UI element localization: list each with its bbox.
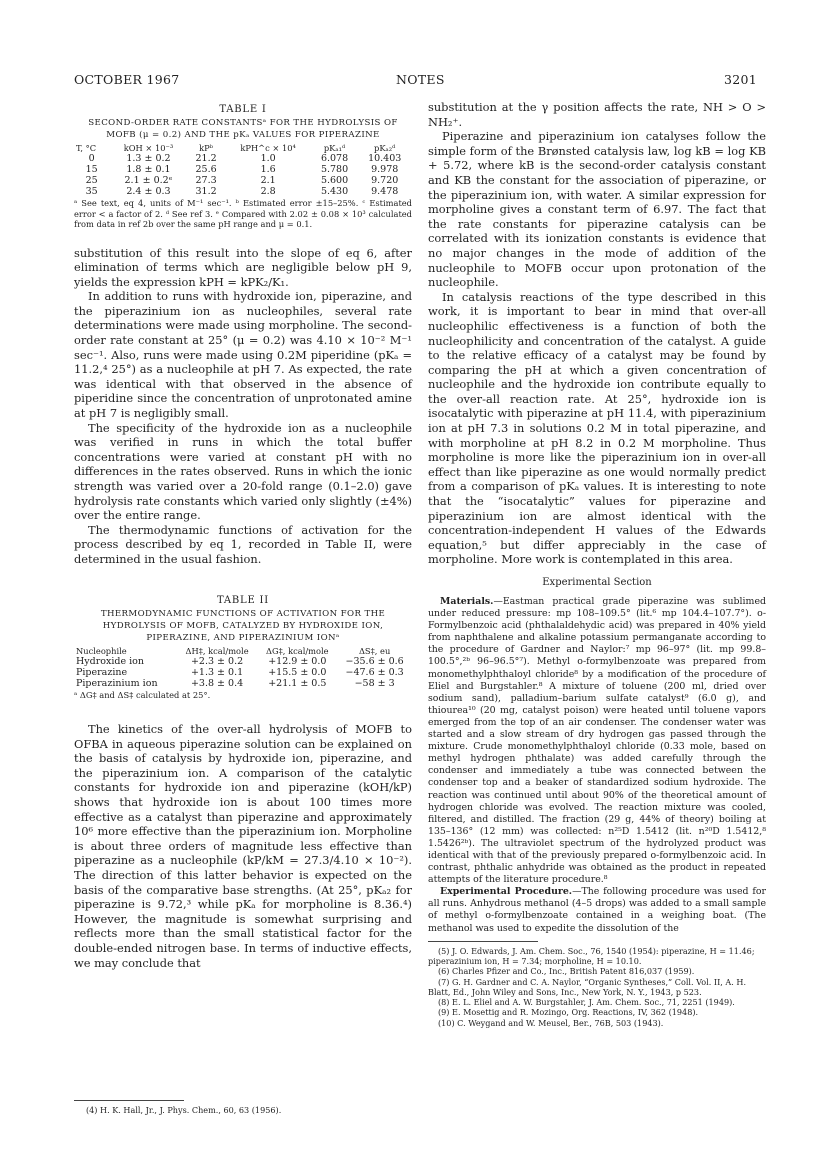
reference-item: (10) C. Weygand and W. Meusel, Ber., 76B, 503 (1943). (438, 1017, 664, 1028)
table-cell: +21.1 ± 0.5 (268, 677, 327, 689)
table-cell: 1.6 (260, 164, 276, 175)
materials-label: Materials. (440, 596, 494, 607)
reference-item: (7) G. H. Gardner and C. A. Naylor, “Organic Syntheses,” Coll. Vol. II, A. H. Blatt, Ed., John Wiley and Sons, Inc., New York, N. Y., 1943, p 523. (428, 976, 747, 997)
procedure-paragraph (428, 886, 766, 934)
table-cell: +2.3 ± 0.2 (190, 655, 244, 667)
table-cell: 6.078 (320, 153, 349, 164)
page-number: 3201 (724, 72, 758, 87)
reference-item: (8) E. L. Eliel and A. W. Burgstahler, J. Am. Chem. Soc., 71, 2251 (1949). (438, 997, 735, 1008)
table-row (74, 656, 412, 667)
body-paragraph: The kinetics of the over-all hydrolysis of MOFB to OFBA in aqueous piperazine solution can be explained on the basis of catalysis by hydroxide ion, piperazine, and the piperazinium ion. A comparison of the catalytic constants for hydroxide ion and piperazine (kOH/kP) shows that hydroxide ion is about 100 times more effective as a catalyst than piperazine and approximately 10⁶ more effective than the piperazinium ion. Morpholine is about three orders of magnitude less effective than piperazine as a nucleophile (kP/kM = 27.3/4.10 × 10⁻²). The direction of this latter behavior is expected on the basis of the comparative base strengths. (At 25°, pKₐ₂ for piperazine is 9.72,³ while pKₐ for morpholine is 8.36.⁴) However, the magnitude is somewhat surprising and reflects more than the small statistical factor for the double-ended nitrogen base. In terms of inductive effects, we may conclude that (74, 722, 412, 970)
table-cell: 31.2 (195, 186, 217, 197)
right-column (428, 100, 766, 1028)
table-row (74, 186, 412, 197)
table-cell: 1.0 (260, 153, 276, 164)
reference-list (428, 946, 766, 1028)
table-cell: 5.600 (320, 175, 349, 186)
table-1-caption: SECOND-ORDER RATE CONSTANTSᵃ FOR THE HYDROLYSIS OF MOFB (μ = 0.2) AND THE pKₐ VALUES FOR PIPERAZINE (88, 118, 398, 140)
materials-paragraph (428, 596, 766, 886)
table-1-header: kPH^c × 10⁴ (240, 143, 296, 153)
footnote-4 (86, 1094, 406, 1115)
table-2-header: ΔS‡, eu (358, 645, 391, 656)
table-cell: 21.2 (195, 153, 217, 164)
section-heading: Experimental Section (542, 577, 652, 588)
table-cell: 9.478 (371, 186, 399, 197)
reference-item: (5) J. O. Edwards, J. Am. Chem. Soc., 76, 1540 (1954): piperazine, H = 11.46; piperazinium ion, H = 7.34; morpholine, H = 10.10. (428, 945, 755, 966)
table-row (74, 153, 412, 164)
table-cell: 9.978 (371, 164, 399, 175)
table-2-header: ΔH‡, kcal/mole (185, 645, 249, 656)
body-paragraph: In catalysis reactions of the type described in this work, it is important to bear in mind that over-all nucleophilic effectiveness is a function of both the nucleophilicity and concentration of the catalyst. A guide to the relative efficacy of a catalyst may be found by comparing the pH at which a given concentration of nucleophile and the hydroxide ion contribute equally to the over-all reaction rate. At 25°, hydroxide ion is isocatalytic with piperazine at pH 11.4, with piperazinium ion at pH 7.3 in solutions 0.2 M in total piperazine, and with morpholine at pH 8.2 in 0.2 M morpholine. Thus morpholine is more like the piperazinium ion in over-all effect than like piperazine as one would normally predict from a comparison of pKₐ values. It is interesting to note that the “isocatalytic” values for piperazine and piperazinium ion are almost identical with the concentration-independent H values of the Edwards equation,⁵ but differ appreciably in the case of morpholine. More work is contemplated in this area. (428, 289, 766, 567)
table-cell: +15.5 ± 0.0 (268, 666, 327, 678)
table-1-header: pKₐ₁ᵈ (323, 143, 346, 153)
table-2-caption: THERMODYNAMIC FUNCTIONS OF ACTIVATION FOR THE HYDROLYSIS OF MOFB, CATALYZED BY HYDROXIDE ION, PIPERAZINE, AND PIPERAZINIUM IONᵃ (100, 608, 386, 643)
body-paragraph: substitution of this result into the slope of eq 6, after elimination of terms which are negligible below pH 9, yields the expression kPH = kPK₂/K₁. (74, 245, 412, 289)
body-paragraph: Piperazine and piperazinium ion catalyses follow the simple form of the Brønsted catalysis law, log kB = log KB + 5.72, where kB is the second-order catalysis constant and KB the constant for the association of piperazine, or the piperazinium ion, with water. A similar expression for morpholine gives a constant term of 6.97. The fact that the rate constants for piperazine catalysis can be correlated with its ionization constants is evidence that no major changes in the mode of addition of the nucleophile to MOFB occur upon protonation of the nucleophile. (428, 129, 766, 290)
body-paragraph: substitution at the γ position affects the rate, NH > O > NH₂⁺. (428, 100, 766, 129)
table-2-grid (74, 646, 412, 689)
table-cell: 25.6 (195, 164, 217, 175)
table-cell: Piperazinium ion (76, 677, 158, 689)
table-2 (74, 595, 412, 701)
table-1-title: TABLE I (219, 104, 267, 115)
table-cell: 35 (85, 186, 98, 197)
body-paragraph: The specificity of the hydroxide ion as a nucleophile was verified in runs in which the total buffer concentrations were varied at constant pH with no differences in the rates observed. Runs in which the ionic strength was varied over a 20-fold range (0.1–2.0) gave hydrolysis rate constants which varied only slightly (±4%) over the entire range. (74, 420, 412, 523)
table-row (74, 164, 412, 175)
table-cell: 2.1 (260, 175, 276, 186)
table-2-header: Nucleophile (76, 645, 127, 656)
table-1-header: kPᵇ (199, 143, 214, 153)
table-1-header: pKₐ₂ᵈ (374, 143, 396, 153)
footnote-text: (4) H. K. Hall, Jr., J. Phys. Chem., 60, 63 (1956). (86, 1105, 282, 1115)
left-column (74, 100, 412, 970)
table-cell: 27.3 (195, 175, 217, 186)
table-2-footnote: ᵃ ΔG‡ and ΔS‡ calculated at 25°. (74, 689, 211, 700)
table-1-header: kOH × 10⁻³ (123, 143, 174, 153)
table-1-header: T, °C (76, 143, 97, 153)
table-cell: 0 (88, 153, 95, 164)
running-header-journal-date: OCTOBER 1967 (74, 72, 180, 87)
running-header-section: NOTES (396, 72, 445, 87)
body-paragraph: The thermodynamic functions of activation for the process described by eq 1, recorded in Table II, were determined in the usual fashion. (74, 522, 412, 566)
table-cell: Hydroxide ion (76, 655, 144, 667)
table-cell: 2.8 (260, 186, 276, 197)
reference-item: (6) Charles Pfizer and Co., Inc., British Patent 816,037 (1959). (438, 966, 695, 977)
table-cell: −47.6 ± 0.3 (345, 666, 404, 678)
footnote-rule (74, 1100, 184, 1101)
table-row (74, 175, 412, 186)
table-cell: 25 (85, 175, 98, 186)
table-cell: 5.780 (320, 164, 349, 175)
table-cell: 2.1 ± 0.2ᵉ (124, 175, 173, 186)
table-cell: −35.6 ± 0.6 (345, 655, 404, 667)
table-1-footnote: ᵃ See text, eq 4, units of M⁻¹ sec⁻¹. ᵇ Estimated error ±15–25%. ᶜ Estimated error < a factor of 2. ᵈ See ref 3. ᵉ Compared with 2.02 ± 0.08 × 10³ calculated from data in ref 2b over the same pH range and μ = 0.1. (74, 198, 412, 229)
table-row (74, 667, 412, 678)
table-cell: 1.8 ± 0.1 (126, 164, 171, 175)
table-cell: +12.9 ± 0.0 (268, 655, 327, 667)
table-2-title: TABLE II (216, 594, 270, 606)
table-cell: 5.430 (320, 186, 349, 197)
procedure-text: —The following procedure was used for all runs. Anhydrous methanol (4–5 drops) was added to a small sample of methyl o-formylbenzoate contained in a weighing boat. (The methanol was used to expedite the dissolution of the (428, 886, 766, 934)
table-cell: 2.4 ± 0.3 (126, 186, 171, 197)
reference-item: (9) E. Mosettig and R. Mozingo, Org. Reactions, IV, 362 (1948). (438, 1007, 699, 1018)
table-cell: Piperazine (76, 666, 128, 678)
table-cell: 15 (85, 164, 98, 175)
table-cell: +1.3 ± 0.1 (190, 666, 244, 678)
table-cell: 1.3 ± 0.2 (126, 153, 171, 164)
table-cell: 10.403 (368, 153, 402, 164)
table-row (74, 678, 412, 689)
table-cell: −58 ± 3 (354, 677, 395, 689)
table-cell: 9.720 (371, 175, 399, 186)
table-1 (74, 104, 412, 230)
table-2-header: ΔG‡, kcal/mole (266, 645, 329, 656)
table-cell: +3.8 ± 0.4 (190, 677, 244, 689)
table-1-grid (74, 143, 412, 197)
footnote-rule (428, 941, 538, 942)
body-paragraph: In addition to runs with hydroxide ion, piperazine, and the piperazinium ion as nucleophiles, several rate determinations were made using morpholine. The second-order rate constant at 25° (μ = 0.2) was 4.10 × 10⁻² M⁻¹ sec⁻¹. Also, runs were made using 0.2M piperidine (pKₐ = 11.2,⁴ 25°) as a nucleophile at pH 7. As expected, the rate was identical with that observed in the absence of piperidine since the concentration of unprotonated amine at pH 7 is negligibly small. (74, 289, 412, 421)
materials-text: —Eastman practical grade piperazine was sublimed under reduced pressure: mp 108–109.5° (lit.⁶ mp 104.4–107.7°). o-Formylbenzoic acid (phthalaldehydic acid) was prepared in 40% yield from naphthalene and alkaline potassium permanganate according to the procedure of Gardner and Naylor:⁷ mp 96–97° (lit. mp 99.8–100.5°,²ᵇ 96–96.5°⁷). Methyl o-formylbenzoate was prepared from monomethylphthaloyl chloride⁸ by a modification of the procedure of Eliel and Burgstahler.⁸ A mixture of toluene (200 ml, dried over sodium sand), palladium–barium sulfate catalyst⁹ (6.0 g), and thiourea¹⁰ (20 mg, catalyst poison) were heated until toluene vapors emerged from the top of an air condenser. The condenser water was started and a slow stream of dry hydrogen gas passed through the mixture. Crude monomethylphthaloyl chloride (0.33 mole, based on methyl hydrogen phthalate) was added carefully through the condenser and immediately a tube was connected between the condenser top and a beaker of standardized sodium hydroxide. The reaction was continued until about 90% of the theoretical amount of hydrogen chloride was evolved. The reaction mixture was cooled, filtered, and distilled. The fraction (29 g, 44% of theory) boiling at 135–136° (12 mm) was collected: n²⁵D 1.5412 (lit. n²⁰D 1.5412,⁸ 1.5426²ᵇ). The ultraviolet spectrum of the hydrolyzed product was identical with that of the previously prepared o-formylbenzoic acid. In contrast, phthalic anhydride was obtained as the product in repeated attempts of the literature procedure.⁸ (428, 596, 766, 886)
procedure-label: Experimental Procedure. (440, 886, 573, 898)
